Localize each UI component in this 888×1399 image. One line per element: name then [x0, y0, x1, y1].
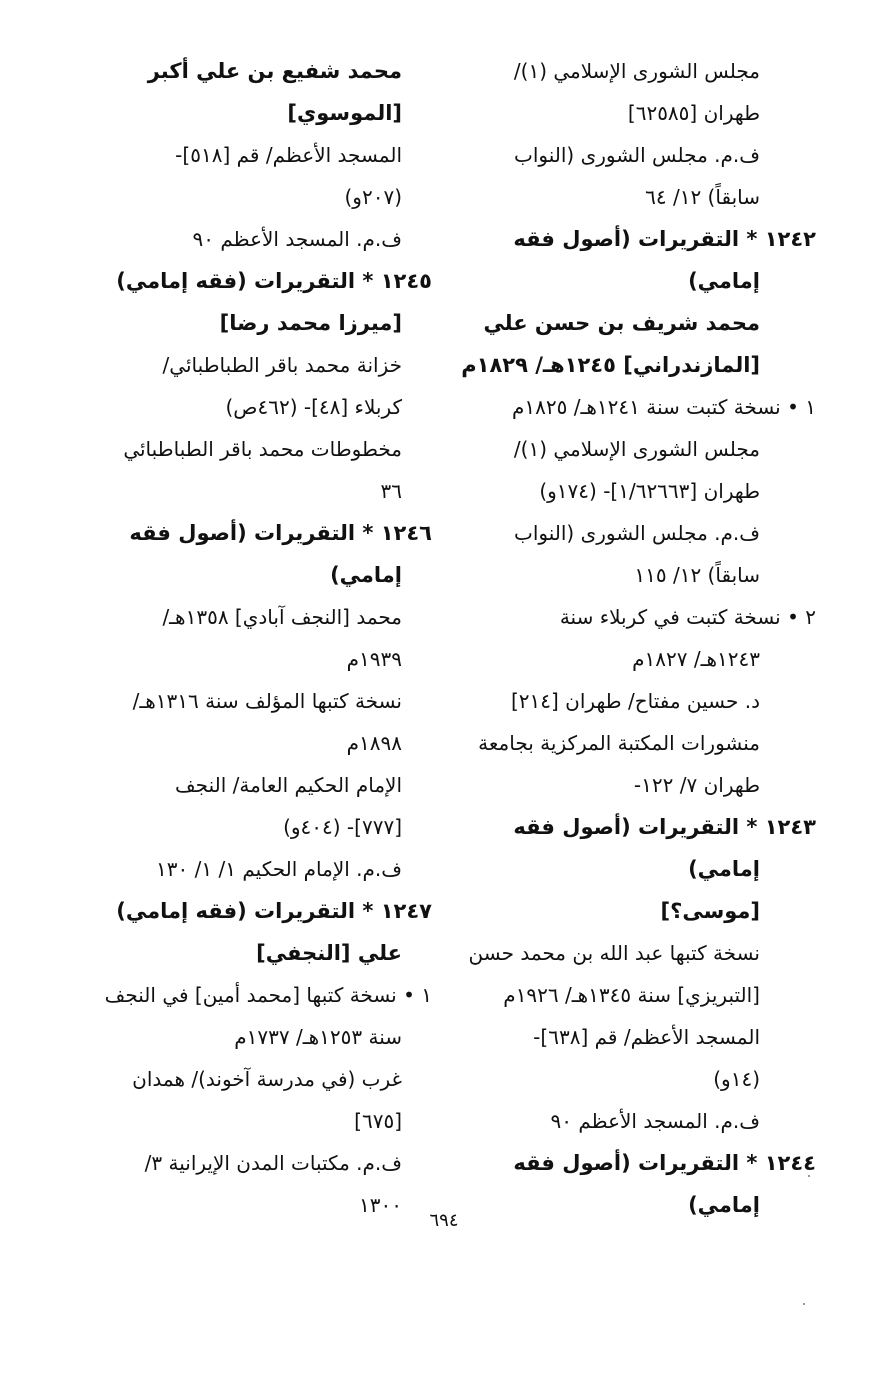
right-column-line: [المازندراني] ١٢٤٥هـ/ ١٨٢٩م	[461, 353, 760, 377]
right-column-line: نسخة كتبها عبد الله بن محمد حسن	[468, 941, 760, 965]
right-column-line: ١ • نسخة كتبت سنة ١٢٤١هـ/ ١٨٢٥م	[512, 395, 816, 419]
left-column-line: ١٨٩٨م	[346, 731, 402, 755]
right-column-line: ١٢٤٣ * التقريرات (أصول فقه	[513, 815, 816, 839]
right-column-line: ١٢٤٤ * التقريرات (أصول فقه	[513, 1151, 816, 1175]
right-column-line: المسجد الأعظم/ قم [٦٣٨]-	[533, 1025, 760, 1049]
right-column-line: طهران [٦٢٥٨٥]	[627, 101, 760, 125]
left-column	[92, 50, 432, 1226]
left-column-line: غرب (في مدرسة آخوند)/ همدان	[132, 1067, 402, 1091]
right-column-line: ١٢٤٣هـ/ ١٨٢٧م	[632, 647, 760, 671]
page-number: ٦٩٤	[429, 1210, 459, 1231]
scan-speck	[808, 1175, 810, 1177]
left-column-line: محمد شفيع بن علي أكبر	[147, 59, 402, 83]
right-column-line: ف.م. مجلس الشورى (النواب	[514, 143, 760, 167]
left-column-line: ف.م. مكتبات المدن الإيرانية ٣/	[144, 1151, 402, 1175]
left-column-line: ١٢٤٦ * التقريرات (أصول فقه	[129, 521, 432, 545]
right-column-line: د. حسين مفتاح/ طهران [٢١٤]	[510, 689, 760, 713]
left-column-line: [٦٧٥]	[354, 1109, 402, 1133]
right-column-line: مجلس الشورى الإسلامي (١)/	[513, 59, 760, 83]
right-column-line: طهران [١/٦٢٦٦٣]- (١٧٤و)	[539, 479, 760, 503]
right-column-line: طهران ٧/ ١٢٢-	[633, 773, 760, 797]
left-column-line: ١٩٣٩م	[346, 647, 402, 671]
left-column-line: خزانة محمد باقر الطباطبائي/	[162, 353, 402, 377]
left-column-line: ١٢٤٥ * التقريرات (فقه إمامي)	[116, 269, 432, 293]
right-column-line: ٢ • نسخة كتبت في كربلاء سنة	[559, 605, 816, 629]
left-column-line: سنة ١٢٥٣هـ/ ١٧٣٧م	[234, 1025, 402, 1049]
right-column-line: ف.م. مجلس الشورى (النواب	[514, 521, 760, 545]
right-column-line: محمد شريف بن حسن علي	[483, 311, 760, 335]
left-column-line: الإمام الحكيم العامة/ النجف	[174, 773, 402, 797]
right-column-line: سابقاً) ١٢/ ١١٥	[634, 563, 760, 587]
right-column-line: ١٢٤٢ * التقريرات (أصول فقه	[513, 227, 816, 251]
right-column-line: (١٤و)	[713, 1067, 760, 1091]
left-column-line: ف.م. الإمام الحكيم ١/ ١/ ١٣٠	[156, 857, 402, 881]
left-column-line: إمامي)	[330, 563, 402, 587]
right-column-line: ف.م. المسجد الأعظم ٩٠	[550, 1109, 760, 1133]
left-column-line: [ميرزا محمد رضا]	[219, 311, 402, 335]
right-column-line: إمامي)	[688, 1193, 760, 1217]
left-column-line: المسجد الأعظم/ قم [٥١٨]-	[175, 143, 402, 167]
left-column-line: علي [النجفي]	[256, 941, 402, 965]
left-column-line: [الموسوي]	[287, 101, 402, 125]
right-column-line: إمامي)	[688, 857, 760, 881]
right-column-line: منشورات المكتبة المركزية بجامعة	[478, 731, 760, 755]
right-column-line: [التبريزي] سنة ١٣٤٥هـ/ ١٩٢٦م	[503, 983, 760, 1007]
left-column-line: [٧٧٧]- (٤٠٤و)	[283, 815, 402, 839]
right-column-line: إمامي)	[688, 269, 760, 293]
left-column-line: كربلاء [٤٨]- (٤٦٢ص)	[225, 395, 402, 419]
right-column-line: [موسى؟]	[660, 899, 760, 923]
left-column-line: (٢٠٧و)	[344, 185, 402, 209]
left-column-line: مخطوطات محمد باقر الطباطبائي	[123, 437, 402, 461]
left-column-line: ١٢٤٧ * التقريرات (فقه إمامي)	[116, 899, 432, 923]
right-column	[461, 50, 816, 1226]
right-column-line: مجلس الشورى الإسلامي (١)/	[513, 437, 760, 461]
left-column-line: نسخة كتبها المؤلف سنة ١٣١٦هـ/	[132, 689, 402, 713]
left-column-line: ١ • نسخة كتبها [محمد أمين] في النجف	[104, 983, 432, 1007]
scan-speck	[803, 1303, 805, 1305]
left-column-line: ف.م. المسجد الأعظم ٩٠	[192, 227, 402, 251]
left-column-line: محمد [النجف آبادي] ١٣٥٨هـ/	[162, 605, 402, 629]
left-column-line: ١٣٠٠	[359, 1193, 402, 1217]
left-column-line: ٣٦	[380, 479, 402, 503]
right-column-line: سابقاً) ١٢/ ٦٤	[645, 185, 760, 209]
